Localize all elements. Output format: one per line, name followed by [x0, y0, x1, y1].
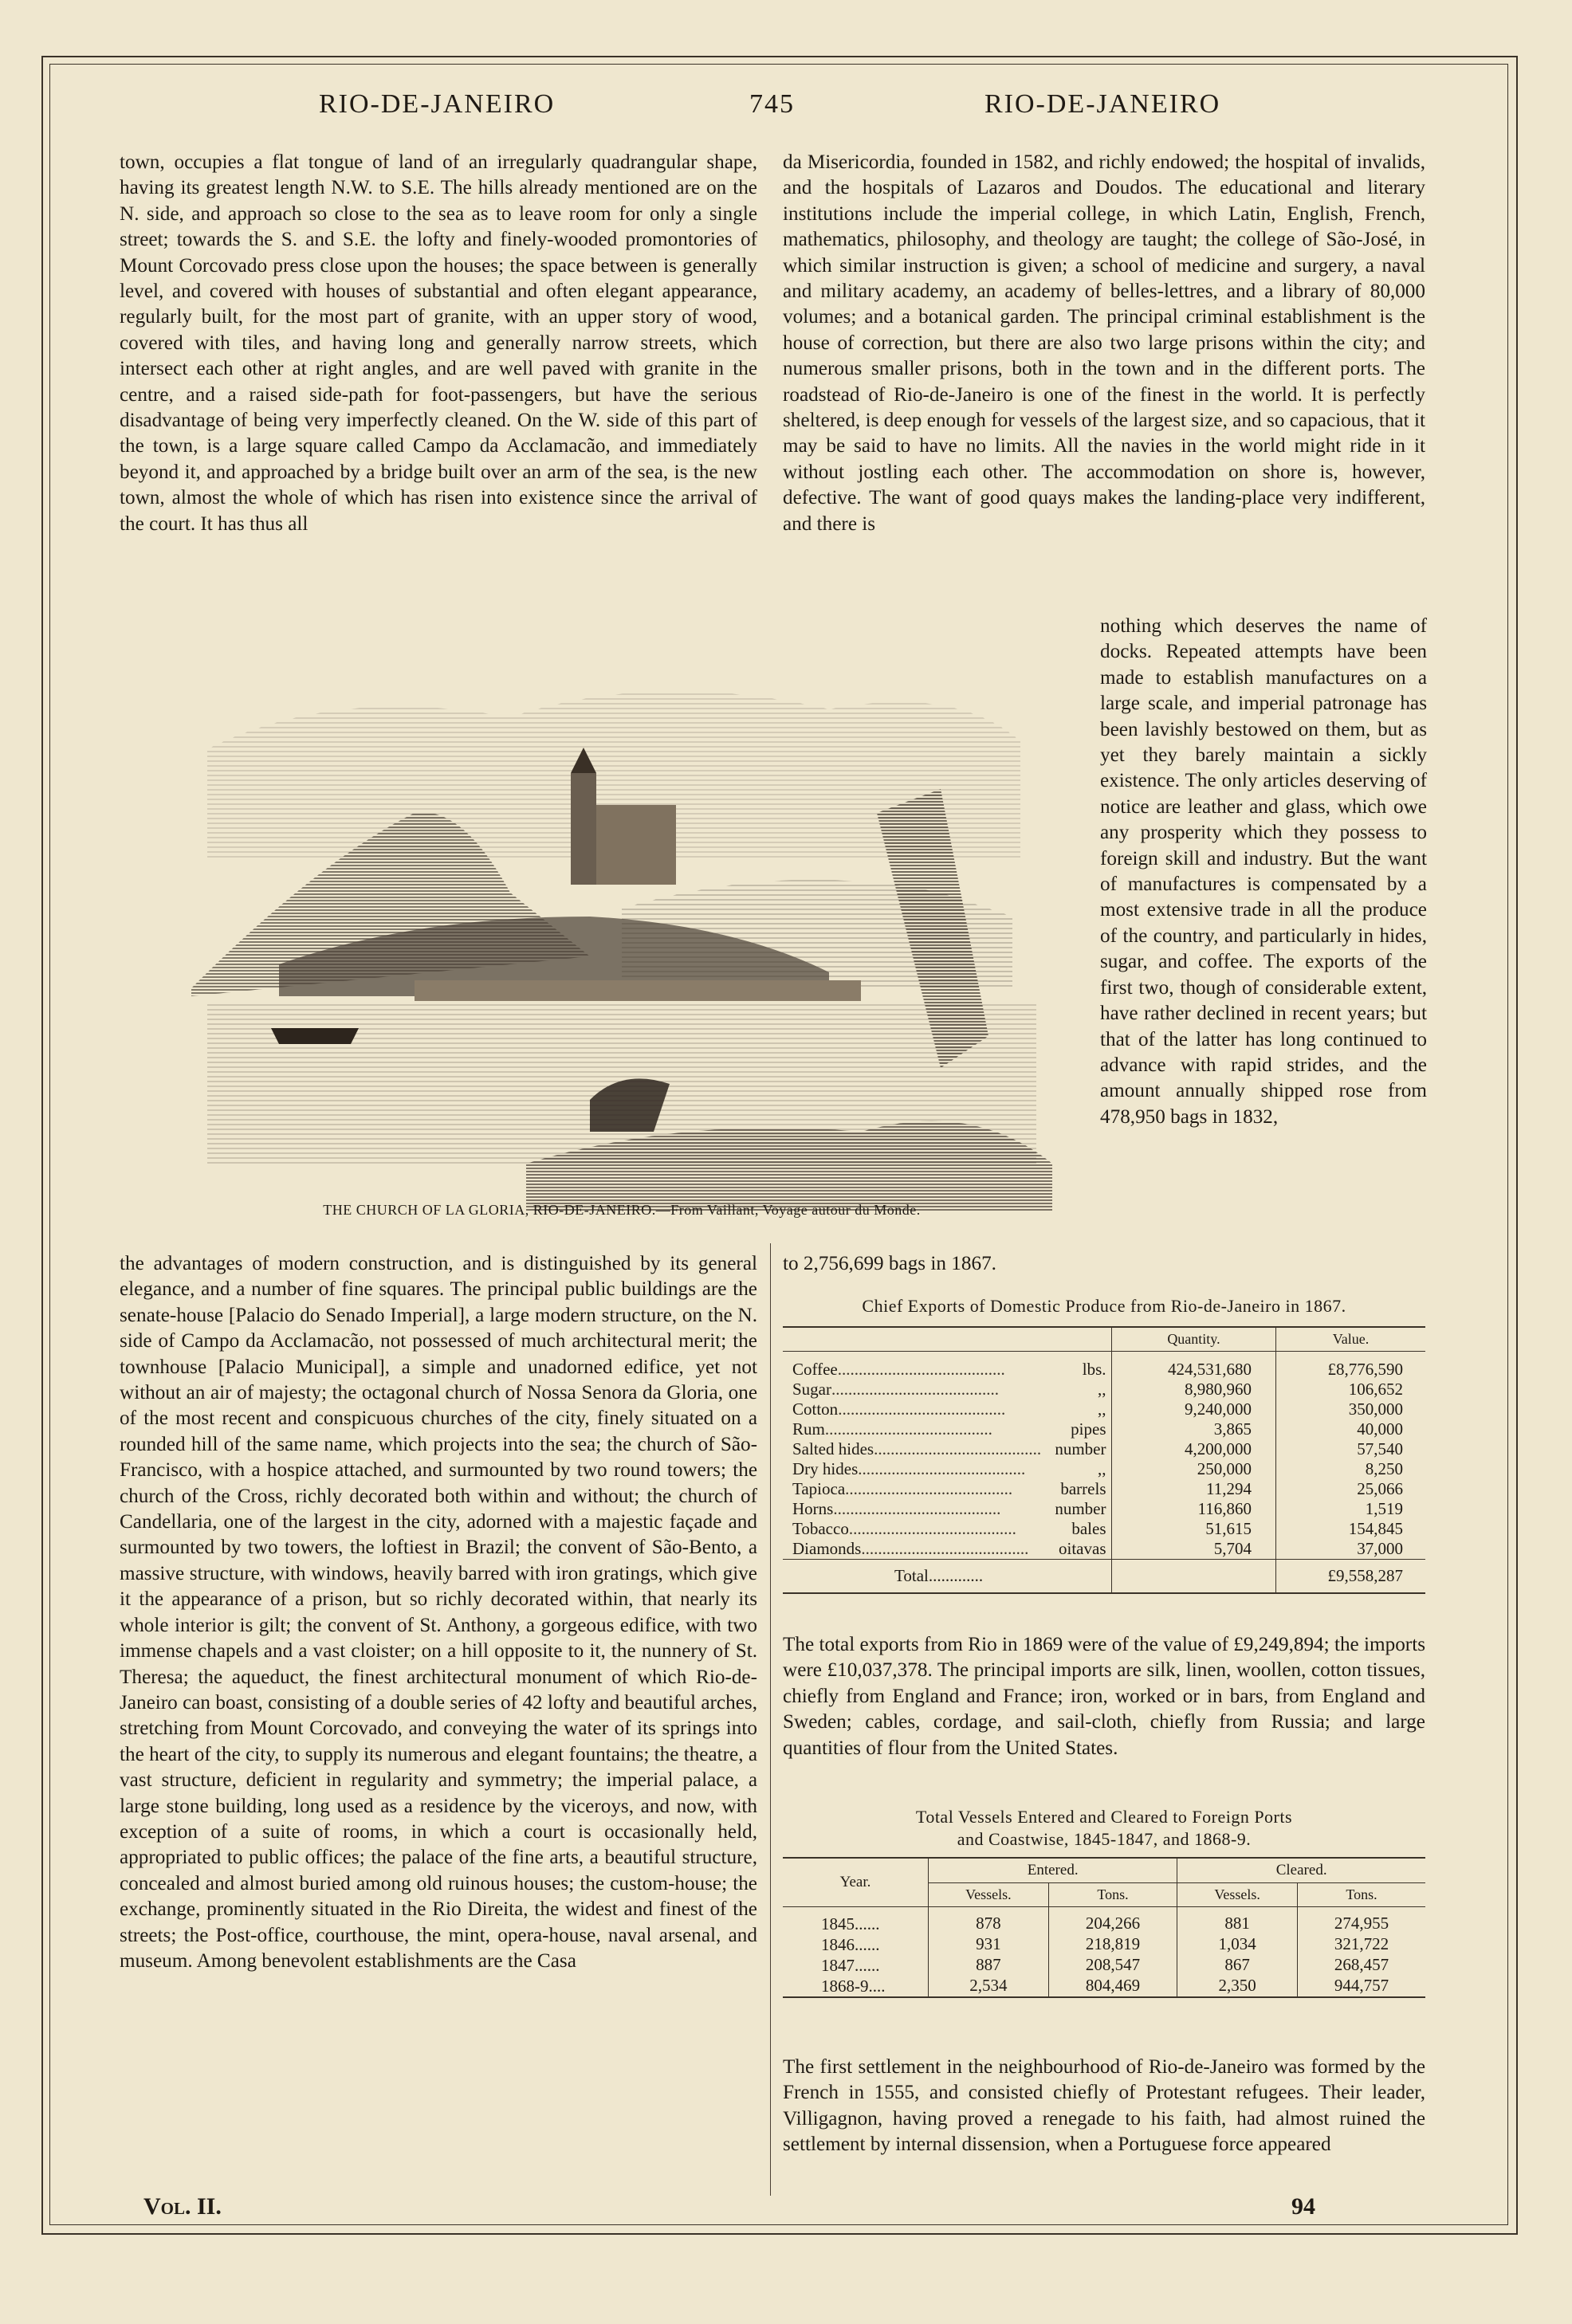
vessels-head-entered: Entered.	[929, 1858, 1177, 1883]
export-item-name: Tapioca	[792, 1479, 846, 1498]
exports-head-quantity: Quantity.	[1112, 1327, 1276, 1352]
exports-total-label: Total.............	[783, 1560, 1112, 1594]
col2-top-text	[783, 150, 1425, 537]
vessel-ent-vessels: 2,534	[929, 1976, 1049, 1997]
vessel-clr-vessels: 881	[1177, 1907, 1298, 1935]
export-item-name: Diamonds	[792, 1539, 862, 1558]
leader-dots: ........................................	[824, 1419, 992, 1439]
export-item-name: Tobacco	[792, 1519, 849, 1538]
leader-dots: ........................................	[861, 1539, 1029, 1558]
vessel-year: 1847......	[783, 1955, 929, 1976]
export-item	[783, 1519, 1112, 1539]
vessel-clr-tons: 274,955	[1334, 1914, 1389, 1933]
exports-head-value: Value.	[1332, 1331, 1370, 1347]
leader-dots: ........................................	[833, 1499, 1001, 1518]
vessel-clr-vessels: 867	[1177, 1955, 1298, 1976]
export-item-unit: number	[1055, 1439, 1106, 1458]
paragraph: da Misericordia, founded in 1582, and richly endowed; the hospital of invalids, and the hospitals of Lazaros and Doudos. The educational and literary institutions include the imperial college, in which Latin, English, French, mathematics, philosophy, and theology are taught; the college of São-José, in which similar instruction is given; a school of medicine and surgery, a naval and military academy, an academy of belles-lettres, and a library of 80,000 volumes; and a botanical garden. The principal criminal establishment is the house of correction, but there are also two large prisons within the city; and numerous smaller prisons, both in the town and in the different ports. The roadstead of Rio-de-Janeiro is one of the finest in the world. It is perfectly sheltered, is deep enough for vessels of the largest size, and so capacious, that it may be said to have no limits. All the navies in the world might ride in it without jostling each other. The accommodation on shore is, however, defective. The want of good quays makes the landing-place very indifferent, and there is	[783, 151, 1425, 535]
export-item	[783, 1439, 1112, 1459]
export-item-unit: barrels	[1060, 1479, 1106, 1498]
export-item-unit: ,,	[1098, 1459, 1106, 1478]
exports-row	[783, 1439, 1425, 1459]
export-quantity: 424,531,680	[1112, 1352, 1276, 1380]
export-item-name: Coffee	[792, 1360, 838, 1379]
vessel-ent-vessels: 887	[929, 1955, 1049, 1976]
volume-label: Vol. II.	[143, 2193, 222, 2220]
export-item	[783, 1380, 1112, 1400]
export-item-name: Rum	[792, 1419, 825, 1439]
vessel-clr-tons: 268,457	[1334, 1955, 1389, 1974]
total-label: Total	[894, 1566, 929, 1585]
export-item-name: Sugar	[792, 1380, 831, 1399]
illustration-caption: THE CHURCH OF LA GLORIA, RIO-DE-JANEIRO.—From Vaillant, Voyage autour du Monde.	[323, 1202, 921, 1218]
export-item-name: Horns	[792, 1499, 834, 1518]
exports-table-body	[783, 1352, 1425, 1560]
exports-row	[783, 1380, 1425, 1400]
shoreline-houses	[415, 980, 861, 1001]
exports-row	[783, 1352, 1425, 1380]
church-body	[596, 805, 676, 885]
vessel-ent-tons: 204,266	[1048, 1907, 1177, 1935]
vessels-head-ent-tons: Tons.	[1048, 1883, 1177, 1907]
export-quantity: 51,615	[1112, 1519, 1276, 1539]
col2-bottom-text	[783, 2055, 1425, 2158]
vessel-year: 1845......	[783, 1907, 929, 1935]
export-quantity: 5,704	[1112, 1539, 1276, 1560]
column-rule	[770, 1243, 771, 2196]
col2-mid-text	[783, 1632, 1425, 1761]
export-item-unit: bales	[1071, 1519, 1106, 1538]
exports-total-quantity	[1112, 1560, 1276, 1594]
vessel-ent-tons: 218,819	[1048, 1934, 1177, 1955]
vessels-title-line1: Total Vessels Entered and Cleared to Foreign Ports	[915, 1807, 1293, 1827]
vessels-head-year: Year.	[783, 1858, 929, 1907]
export-item-name: Cotton	[792, 1400, 839, 1419]
leader-dots: ........................................	[837, 1360, 1005, 1379]
church-illustration	[175, 654, 1076, 1211]
export-value: 106,652	[1348, 1380, 1403, 1399]
export-quantity: 116,860	[1112, 1499, 1276, 1519]
export-quantity: 4,200,000	[1112, 1439, 1276, 1459]
vessels-head-clr-tons: Tons.	[1346, 1886, 1377, 1902]
exports-table-wrapper	[783, 1326, 1425, 1594]
paragraph: town, occupies a flat tongue of land of an irregularly quadrangular shape, having its greatest length N.W. to S.E. The hills already mentioned are on the N. side, and approach so close to the sea as to leave room for only a single street; towards the S. and S.E. the lofty and finely-wooded promontories of Mount Corcovado press close upon the houses; the space between is generally level, and covered with houses of substantial and often elegant appearance, regularly built, for the most part of granite, with an upper story of wood, covered with tiles, and having long and generally narrow streets, which intersect each other at right angles, and are well paved with granite in the centre, and a raised side-path for foot-passengers, but have the serious disadvantage of being very imperfectly cleaned. On the W. side of this part of the town, is a large square called Campo da Acclamacão, and immediately beyond it, and approached by a bridge built over an arm of the sea, is the new town, almost the whole of which has risen into existence since the arrival of the court. It has thus all	[120, 151, 757, 535]
leader-dots: ........................................	[845, 1479, 1013, 1498]
export-value: 154,845	[1348, 1519, 1403, 1538]
export-item-unit: number	[1055, 1499, 1106, 1518]
export-quantity: 250,000	[1112, 1459, 1276, 1479]
vessels-head-ent-vessels: Vessels.	[929, 1883, 1049, 1907]
vessels-row	[783, 1907, 1425, 1935]
export-value: 350,000	[1348, 1400, 1403, 1419]
running-head-right: RIO-DE-JANEIRO	[984, 89, 1221, 119]
export-item-unit: pipes	[1071, 1419, 1106, 1439]
export-item	[783, 1499, 1112, 1519]
export-item-name: Salted hides	[792, 1439, 874, 1458]
exports-row	[783, 1479, 1425, 1499]
vessel-ent-tons: 208,547	[1048, 1955, 1177, 1976]
vessels-row	[783, 1955, 1425, 1976]
vessels-table	[783, 1857, 1425, 1998]
export-item	[783, 1352, 1112, 1380]
export-value: 1,519	[1365, 1499, 1403, 1518]
exports-row	[783, 1519, 1425, 1539]
export-item	[783, 1459, 1112, 1479]
vessel-clr-vessels: 2,350	[1177, 1976, 1298, 1997]
col1-bottom-text	[120, 1251, 757, 1974]
vessels-title-line2: and Coastwise, 1845-1847, and 1868-9.	[957, 1829, 1252, 1849]
vessels-row	[783, 1934, 1425, 1955]
export-item	[783, 1400, 1112, 1419]
export-item	[783, 1419, 1112, 1439]
export-value: 25,066	[1357, 1479, 1403, 1498]
vessels-table-wrapper	[783, 1857, 1425, 1998]
paragraph: nothing which deserves the name of docks. Repeated attempts have been made to establish manufactures on a large scale, and imperial patronage has been lavishly bestowed on them, but as yet they barely maintain a sickly existence. The only articles deserving of notice are leather and glass, which owe any prosperity which they possess to foreign skill and industry. But the want of manufactures is compensated by a most extensive trade in all the produce of the country, and particularly in hides, sugar, and coffee. The exports of the first two, though of considerable extent, have rather declined in recent years; but that of the latter has long continued to advance with rapid strides, and the amount annually shipped rose from 478,950 bags in 1832,	[1100, 615, 1427, 1128]
exports-table	[783, 1326, 1425, 1594]
vessels-head-clr-vessels: Vessels.	[1177, 1883, 1298, 1907]
export-item-unit: oitavas	[1059, 1539, 1106, 1558]
col1-top-text	[120, 150, 757, 537]
exports-row	[783, 1499, 1425, 1519]
exports-row	[783, 1419, 1425, 1439]
vessel-year: 1846......	[783, 1934, 929, 1955]
leader-dots: ........................................	[874, 1439, 1042, 1458]
leader-dots: ........................................	[831, 1380, 999, 1399]
export-item	[783, 1539, 1112, 1559]
exports-row	[783, 1400, 1425, 1419]
export-quantity: 11,294	[1112, 1479, 1276, 1499]
exports-row	[783, 1459, 1425, 1479]
export-quantity: 3,865	[1112, 1419, 1276, 1439]
running-head-left: RIO-DE-JANEIRO	[319, 89, 556, 119]
vessel-clr-vessels: 1,034	[1177, 1934, 1298, 1955]
export-item-unit: lbs.	[1082, 1360, 1106, 1379]
export-item-name: Dry hides	[792, 1459, 859, 1478]
vessels-table-title	[783, 1806, 1425, 1851]
vessel-ent-vessels: 878	[929, 1907, 1049, 1935]
export-value: 8,250	[1365, 1459, 1403, 1478]
export-value: £8,776,590	[1327, 1360, 1403, 1379]
vessel-clr-tons: 321,722	[1334, 1934, 1389, 1953]
export-item	[783, 1479, 1112, 1499]
col2-narrow-text	[1100, 614, 1427, 1130]
vessels-row	[783, 1976, 1425, 1997]
exports-table-title: Chief Exports of Domestic Produce from Rio-de-Janeiro in 1867.	[862, 1296, 1346, 1316]
paragraph: the advantages of modern construction, and is distinguished by its general elegance, and a number of fine squares. The principal public buildings are the senate-house [Palacio do Senado Imperial], a large modern structure, on the N. side of Campo da Acclamacão, not possessed of much architectural merit; the townhouse [Palacio Municipal], a simple and unadorned edifice, yet not without an air of majesty; the octagonal church of Nossa Senora da Gloria, one of the most recent and conspicuous churches of the city, finely situated on a rounded hill of the same name, which projects into the sea; the church of São-Francisco, with a hospice attached, and surmounted by two round towers; the church of the Cross, richly decorated both within and without; the church of Candellaria, one of the largest in the city, adorned with a majestic façade and surmounted by two towers, the loftiest in Brazil; the convent of São-Bento, a massive structure, with windows, heavily barred with iron gratings, which give it the appearance of a prison, but so richly decorated within, that nearly its whole interior is gilt; the convent of St. Anthony, a gorgeous edifice, with two immense chapels and a vast cloister; on a hill opposite to it, the nunnery of St. Theresa; the aqueduct, the finest architectural monument of which Rio-de-Janeiro can boast, consisting of a double series of 42 lofty and beautiful arches, stretching from Mount Corcovado, and conveying the water of its springs into the heart of the city, to supply its numerous and elegant fountains; the theatre, a vast structure, deficient in regularity and symmetry; the imperial palace, a large stone building, long used as a residence by the viceroys, and now, with exception of a suite of rooms, in which a court is occasionally held, appropriated to public offices; the palace of the fine arts, a beautiful structure, concealed and almost buried among old ruinous houses; the custom-house; the exchange, prominently situated in the Rio Direita, the widest and finest of the streets; the Post-office, courthouse, the mint, opera-house, naval arsenal, and museum. Among benevolent establishments are the Casa	[120, 1253, 757, 1972]
boat	[271, 1028, 359, 1044]
leader-dots: ........................................	[858, 1459, 1026, 1478]
export-value: 37,000	[1357, 1539, 1403, 1558]
export-quantity: 8,980,960	[1112, 1380, 1276, 1400]
paragraph: to 2,756,699 bags in 1867.	[783, 1253, 996, 1274]
church-tower	[571, 773, 596, 885]
export-quantity: 9,240,000	[1112, 1400, 1276, 1419]
exports-total-value: £9,558,287	[1327, 1566, 1403, 1585]
leader-dots: ........................................	[848, 1519, 1016, 1538]
leader-dots: ........................................	[838, 1400, 1006, 1419]
export-value: 57,540	[1357, 1439, 1403, 1458]
vessels-head-cleared: Cleared.	[1275, 1862, 1327, 1878]
signature-number: 94	[1291, 2193, 1315, 2220]
export-item-unit: ,,	[1098, 1380, 1106, 1399]
vessels-table-body	[783, 1907, 1425, 1998]
exports-head-item	[783, 1327, 1112, 1352]
paragraph: The first settlement in the neighbourhood of Rio-de-Janeiro was formed by the French in 1555, and consisted chiefly of Protestant refugees. Their leader, Villigagnon, having proved a renegade to his faith, had almost ruined the settlement by internal dissension, when a Portuguese force appeared	[783, 2056, 1425, 2156]
vessel-ent-vessels: 931	[929, 1934, 1049, 1955]
vessel-ent-tons: 804,469	[1048, 1976, 1177, 1997]
vessel-clr-tons: 944,757	[1334, 1976, 1389, 1995]
export-value: 40,000	[1357, 1419, 1403, 1439]
vessel-year: 1868-9....	[783, 1976, 929, 1997]
exports-row	[783, 1539, 1425, 1560]
export-item-unit: ,,	[1098, 1400, 1106, 1419]
page-number: 745	[749, 89, 795, 119]
paragraph: The total exports from Rio in 1869 were of the value of £9,249,894; the imports were £10,037,378. The principal imports are silk, linen, woollen, cotton tissues, chiefly from England and France; iron, worked or in bars, from England and Sweden; cables, cordage, and sail-cloth, chiefly from Russia; and large quantities of flour from the United States.	[783, 1634, 1425, 1759]
col2-cont-text	[783, 1251, 1181, 1277]
